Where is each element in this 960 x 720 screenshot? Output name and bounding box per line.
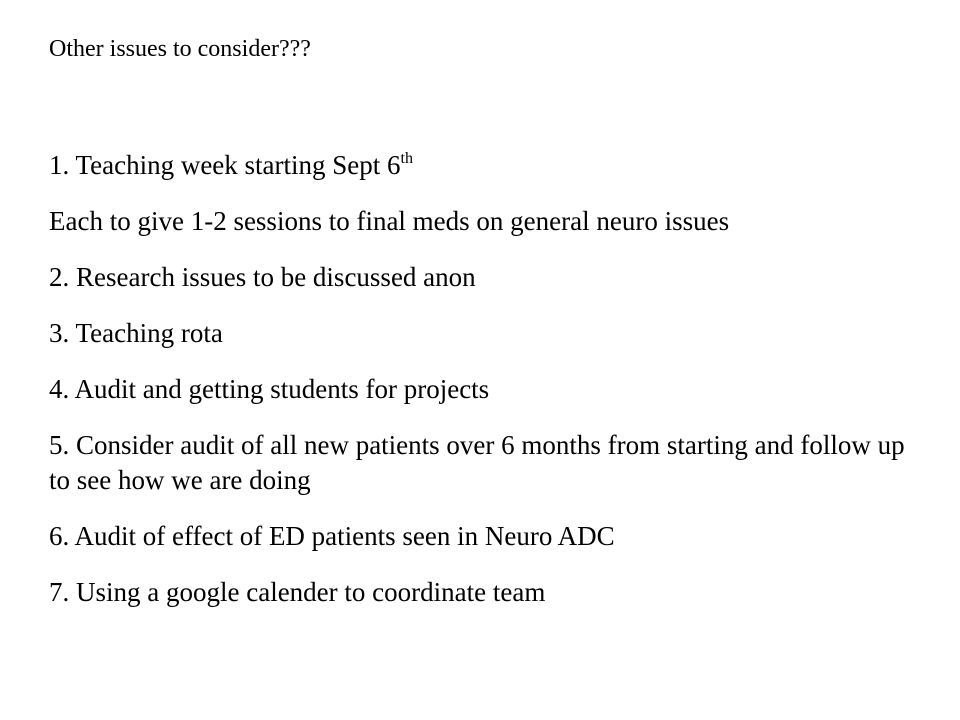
list-item: 7. Using a google calender to coordinate team [49,577,546,607]
list-item: 4. Audit and getting students for projects [49,374,490,404]
list-item: 5. Consider audit of all new patients over 6 months from starting and follow up to see how we are doing [49,430,905,495]
list-item-text: 1. Teaching week starting Sept 6 [49,150,401,180]
list-item: 6. Audit of effect of ED patients seen in Neuro ADC [49,521,615,551]
list-item: Each to give 1-2 sessions to final meds on general neuro issues [49,206,730,236]
list-item: 2. Research issues to be discussed anon [49,262,476,292]
issues-list [49,148,929,631]
list-item: 3. Teaching rota [49,318,223,348]
ordinal-superscript: th [400,150,413,167]
slide-title: Other issues to consider??? [49,36,311,62]
list-item [49,148,929,183]
